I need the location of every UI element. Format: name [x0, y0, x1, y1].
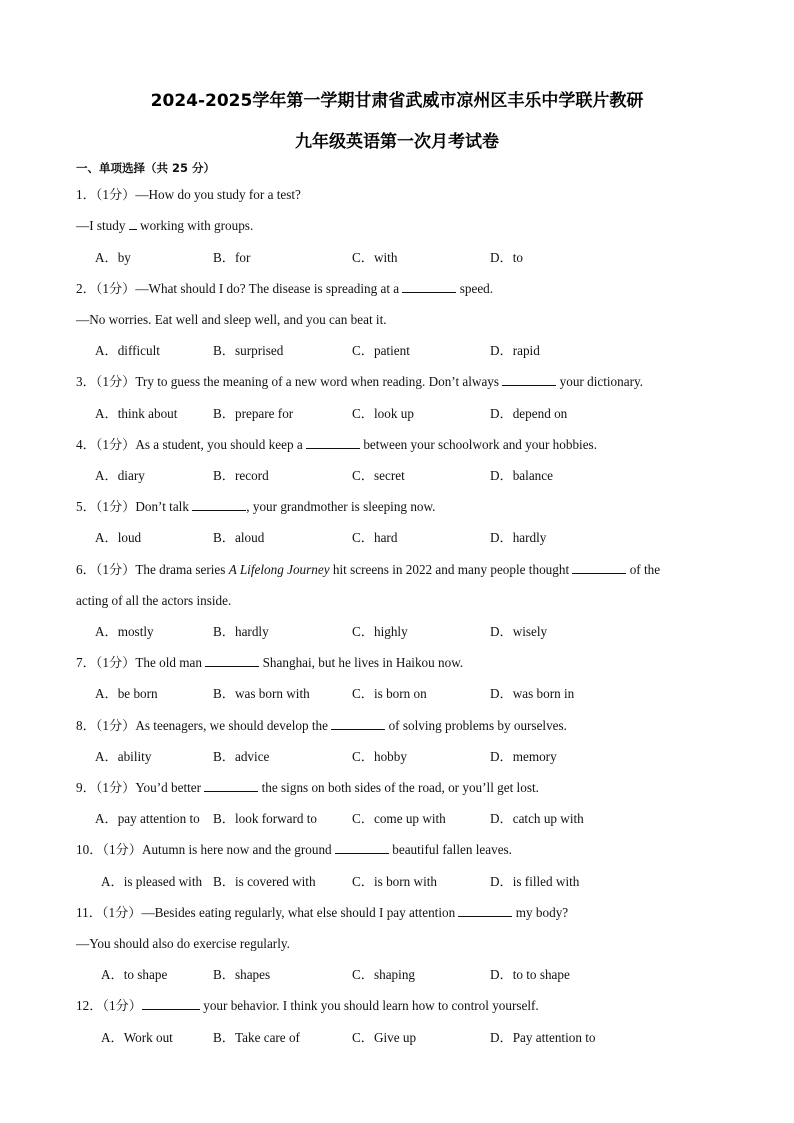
- question-text: Autumn is here now and the ground: [141, 842, 335, 857]
- question-11-line2: —You should also do exercise regularly.: [76, 936, 290, 951]
- question-number: 3．（1分）: [76, 374, 136, 389]
- question-text: —How do you study for a test?: [135, 187, 301, 202]
- option-a: A．is pleased with: [101, 874, 203, 889]
- option-b: B．Take care of: [213, 1030, 300, 1045]
- option-b: B．was born with: [213, 686, 310, 701]
- option-c: C．is born on: [352, 686, 427, 701]
- question-text: The drama series: [135, 562, 229, 577]
- option-c: C．patient: [352, 343, 410, 358]
- option-c: C．hobby: [352, 749, 407, 764]
- option-a: A．diary: [95, 468, 145, 483]
- option-c: C．secret: [352, 468, 405, 483]
- option-d: D．memory: [490, 749, 557, 764]
- question-text: speed.: [456, 281, 494, 296]
- option-a: A．mostly: [95, 624, 154, 639]
- option-c: C．come up with: [352, 811, 446, 826]
- answer-blank: [129, 217, 137, 230]
- question-number: 6．（1分）: [76, 562, 136, 577]
- answer-blank: [205, 654, 259, 667]
- question-4-stem: [76, 436, 597, 454]
- question-number: 2．（1分）: [76, 281, 136, 296]
- option-a: A．pay attention to: [95, 811, 200, 826]
- question-text: —I study: [76, 218, 129, 233]
- option-c: C．with: [352, 250, 398, 265]
- section-heading: 一、单项选择（共 25 分）: [76, 161, 216, 175]
- question-1-line2: [76, 217, 253, 235]
- option-a: A．by: [95, 250, 131, 265]
- question-text: your dictionary.: [556, 374, 643, 389]
- question-text: my body?: [512, 905, 569, 920]
- question-text: As teenagers, we should develop the: [135, 718, 332, 733]
- question-number: 5．（1分）: [76, 499, 136, 514]
- question-text: The old man: [135, 655, 206, 670]
- option-d: D．catch up with: [490, 811, 584, 826]
- question-text: Don’t talk: [135, 499, 193, 514]
- option-a: A．loud: [95, 530, 142, 545]
- question-text: of the: [626, 562, 661, 577]
- option-d: D．depend on: [490, 406, 568, 421]
- option-b: B．shapes: [213, 967, 271, 982]
- answer-blank: [458, 904, 512, 917]
- option-a: A．be born: [95, 686, 158, 701]
- question-text: , your grandmother is sleeping now.: [246, 499, 436, 514]
- question-text: the signs on both sides of the road, or you’ll get lost.: [258, 780, 539, 795]
- option-b: B．for: [213, 250, 251, 265]
- question-text: of solving problems by ourselves.: [385, 718, 567, 733]
- question-10-stem: [76, 841, 512, 859]
- question-number: 1．（1分）: [76, 187, 136, 202]
- option-c: C．highly: [352, 624, 408, 639]
- question-5-stem: [76, 498, 435, 516]
- option-b: B．advice: [213, 749, 270, 764]
- question-text: working with groups.: [136, 218, 254, 233]
- question-number: 9．（1分）: [76, 780, 136, 795]
- drama-title: A Lifelong Journey: [228, 562, 330, 577]
- option-d: D．wisely: [490, 624, 548, 639]
- option-a: A．ability: [95, 749, 152, 764]
- question-2-stem: [76, 280, 493, 298]
- option-d: D．rapid: [490, 343, 540, 358]
- answer-blank: [402, 280, 456, 293]
- question-3-stem: [76, 373, 643, 391]
- answer-blank: [331, 717, 385, 730]
- question-number: 4．（1分）: [76, 437, 136, 452]
- option-b: B．prepare for: [213, 406, 294, 421]
- question-number: 11．（1分）: [76, 905, 142, 920]
- question-number: 7．（1分）: [76, 655, 136, 670]
- option-d: D．to to shape: [490, 967, 570, 982]
- option-d: D．hardly: [490, 530, 547, 545]
- option-b: B．aloud: [213, 530, 265, 545]
- question-8-stem: [76, 717, 567, 735]
- question-7-stem: [76, 654, 463, 672]
- option-c: C．Give up: [352, 1030, 417, 1045]
- question-text: your behavior. I think you should learn how to control yourself.: [199, 998, 539, 1013]
- option-a: A．difficult: [95, 343, 160, 358]
- question-1-stem: [76, 186, 301, 204]
- question-text: Shanghai, but he lives in Haikou now.: [259, 655, 464, 670]
- question-text: —What should I do? The disease is spreading at a: [135, 281, 403, 296]
- answer-blank: [142, 997, 200, 1010]
- option-b: B．hardly: [213, 624, 269, 639]
- answer-blank: [306, 436, 360, 449]
- question-text: Try to guess the meaning of a new word when reading. Don’t always: [135, 374, 503, 389]
- answer-blank: [335, 841, 389, 854]
- option-c: C．shaping: [352, 967, 416, 982]
- option-d: D．Pay attention to: [490, 1030, 596, 1045]
- option-d: D．was born in: [490, 686, 575, 701]
- option-c: C．look up: [352, 406, 414, 421]
- question-11-stem: [76, 904, 568, 922]
- exam-title-line2: 九年级英语第一次月考试卷: [295, 132, 499, 152]
- option-a: A．think about: [95, 406, 178, 421]
- answer-blank: [204, 779, 258, 792]
- answer-blank: [572, 561, 626, 574]
- answer-blank: [192, 498, 246, 511]
- question-9-stem: [76, 779, 539, 797]
- question-text: As a student, you should keep a: [135, 437, 307, 452]
- answer-blank: [502, 373, 556, 386]
- option-c: C．is born with: [352, 874, 437, 889]
- question-text: You’d better: [135, 780, 205, 795]
- question-text: between your schoolwork and your hobbies.: [360, 437, 597, 452]
- question-12-stem: [76, 997, 539, 1015]
- option-a: A．to shape: [101, 967, 168, 982]
- option-d: D．is filled with: [490, 874, 580, 889]
- option-d: D．balance: [490, 468, 553, 483]
- option-d: D．to: [490, 250, 523, 265]
- exam-title-line1: 2024-2025学年第一学期甘肃省武威市凉州区丰乐中学联片教研: [150, 91, 644, 111]
- option-b: B．look forward to: [213, 811, 318, 826]
- question-6-line2: acting of all the actors inside.: [76, 593, 232, 608]
- question-text: hit screens in 2022 and many people thought: [329, 562, 573, 577]
- option-c: C．hard: [352, 530, 398, 545]
- question-number: 8．（1分）: [76, 718, 136, 733]
- option-b: B．surprised: [213, 343, 284, 358]
- question-text: —Besides eating regularly, what else should I pay attention: [141, 905, 459, 920]
- question-number: 10．（1分）: [76, 842, 142, 857]
- option-b: B．is covered with: [213, 874, 316, 889]
- question-6-stem: [76, 561, 660, 579]
- option-b: B．record: [213, 468, 269, 483]
- option-a: A．Work out: [101, 1030, 173, 1045]
- question-text: beautiful fallen leaves.: [388, 842, 512, 857]
- question-number: 12．（1分）: [76, 998, 142, 1013]
- question-2-line2: —No worries. Eat well and sleep well, and you can beat it.: [76, 312, 387, 327]
